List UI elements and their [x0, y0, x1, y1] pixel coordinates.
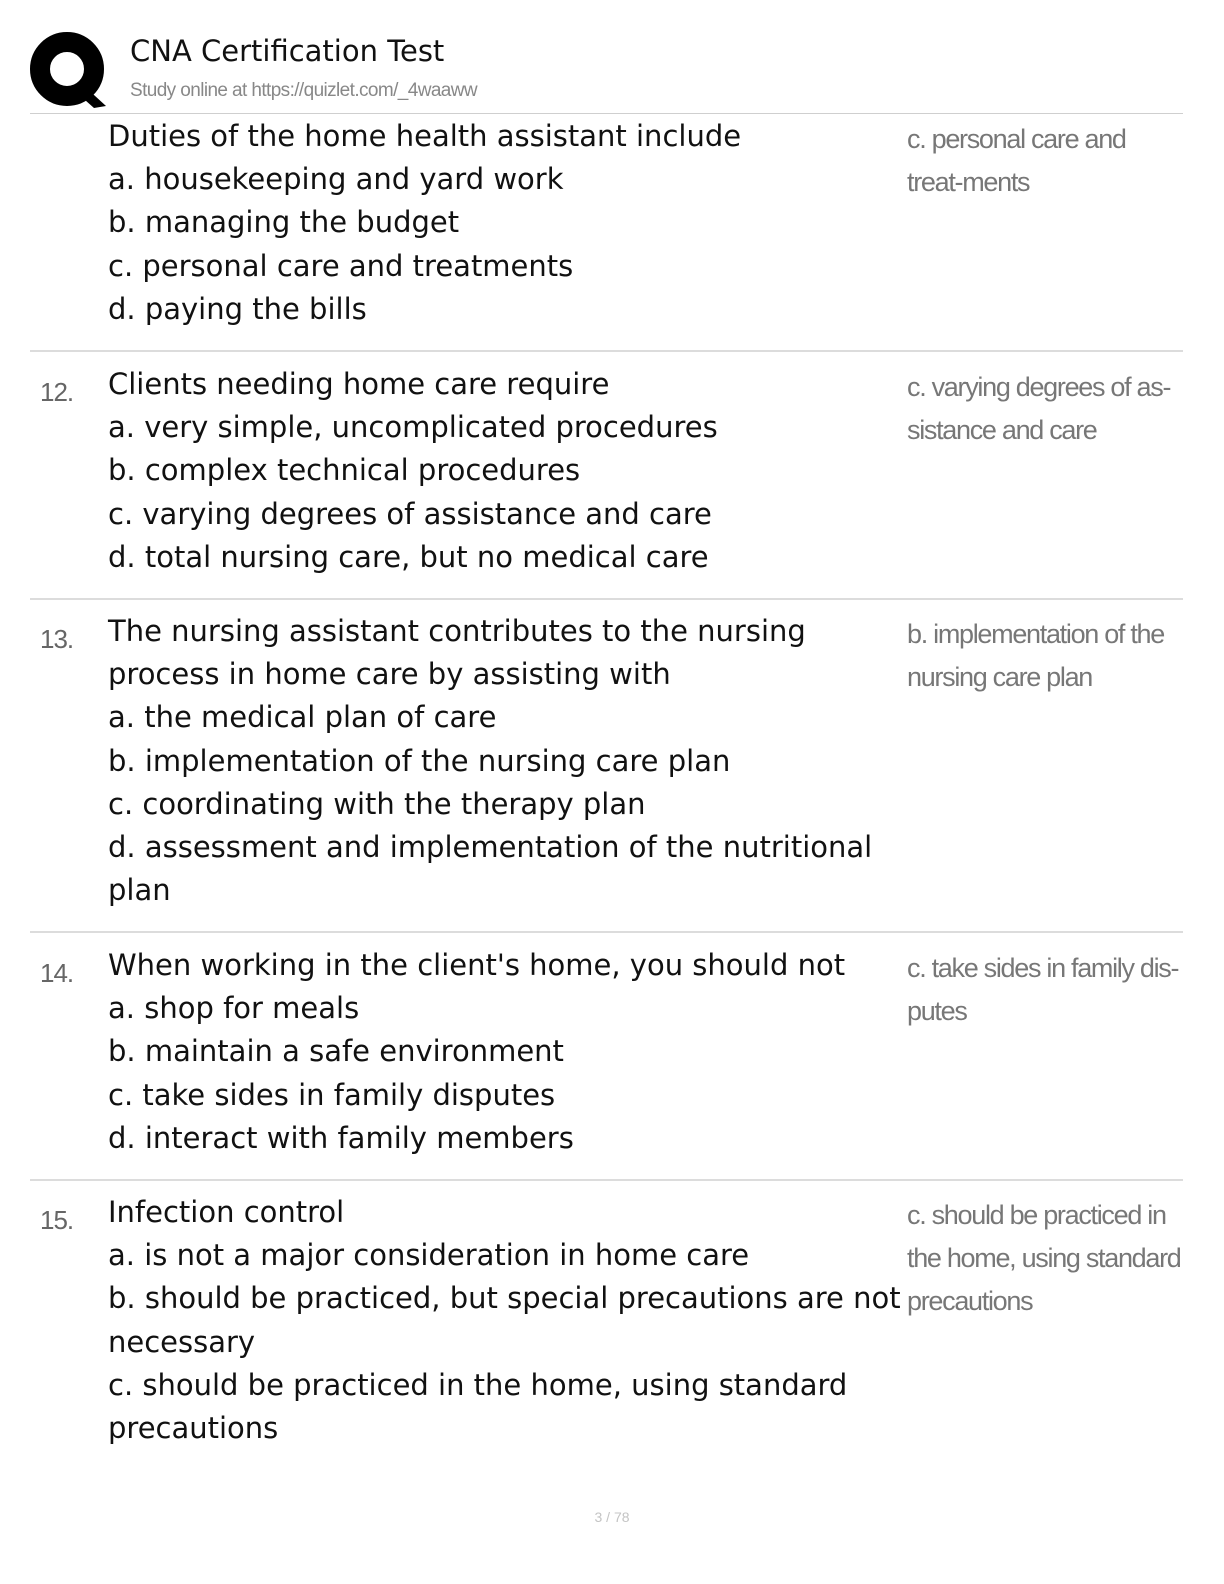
question-prompt: Duties of the home health assistant include — [108, 119, 742, 153]
question-prompt: The nursing assistant contributes to the nursing process in home care by assisting with — [108, 614, 806, 692]
option-b: b. maintain a safe environment — [108, 1034, 564, 1069]
option-a: a. housekeeping and yard work — [108, 162, 564, 197]
question-card — [30, 610, 1183, 933]
option-c: c. personal care and treatments — [108, 248, 574, 283]
option-a: a. very simple, uncomplicated procedures — [108, 410, 718, 445]
question-text — [108, 363, 908, 579]
option-b: b. should be practiced, but special precautions are not necessary — [108, 1281, 901, 1359]
page-indicator: 3 / 78 — [594, 1509, 630, 1525]
page-header — [30, 28, 1190, 112]
question-card — [30, 1191, 1183, 1461]
option-d: d. interact with family members — [108, 1120, 574, 1155]
option-a: a. the medical plan of care — [108, 700, 497, 735]
option-c: c. varying degrees of assistance and care — [108, 496, 712, 531]
question-number: 13. — [40, 624, 74, 654]
question-prompt: Clients needing home care require — [108, 367, 610, 401]
option-c: c. take sides in family disputes — [108, 1077, 556, 1112]
answer-text: c. varying degrees of as-sistance and care — [907, 372, 1171, 446]
question-text — [108, 1191, 908, 1450]
answer-text: c. personal care and treat-ments — [907, 124, 1126, 198]
question-card — [30, 115, 1183, 352]
option-c: c. should be practiced in the home, using standard precautions — [108, 1367, 848, 1446]
option-b: b. managing the budget — [108, 205, 460, 240]
header-divider — [30, 113, 1183, 114]
card-divider — [30, 1179, 1183, 1181]
option-b: b. complex technical procedures — [108, 453, 581, 488]
question-text — [108, 115, 908, 331]
question-prompt: Infection control — [108, 1195, 345, 1229]
answer-text: c. take sides in family dis-putes — [907, 953, 1179, 1027]
question-number: 15. — [40, 1205, 74, 1235]
question-text — [108, 944, 908, 1160]
answer-text: c. should be practiced in the home, using standard precautions — [907, 1200, 1181, 1317]
card-divider — [30, 350, 1183, 352]
option-a: a. is not a major consideration in home care — [108, 1238, 750, 1273]
question-number: 14. — [40, 958, 74, 988]
option-d: d. assessment and implementation of the nutritional plan — [108, 830, 873, 908]
question-card — [30, 944, 1183, 1181]
quizlet-logo-icon — [30, 32, 110, 112]
question-card — [30, 363, 1183, 600]
option-d: d. paying the bills — [108, 291, 367, 326]
set-title: CNA Certification Test — [130, 34, 445, 68]
study-online-link[interactable]: Study online at https://quizlet.com/_4waaww — [130, 80, 478, 101]
option-d: d. total nursing care, but no medical care — [108, 539, 709, 574]
question-prompt: When working in the client's home, you should not — [108, 948, 846, 982]
card-divider — [30, 931, 1183, 933]
option-a: a. shop for meals — [108, 991, 360, 1026]
question-number: 12. — [40, 377, 74, 407]
option-c: c. coordinating with the therapy plan — [108, 786, 646, 821]
option-b: b. implementation of the nursing care plan — [108, 743, 731, 778]
answer-text: b. implementation of the nursing care plan — [907, 619, 1164, 693]
question-text — [108, 610, 908, 912]
card-divider — [30, 598, 1183, 600]
